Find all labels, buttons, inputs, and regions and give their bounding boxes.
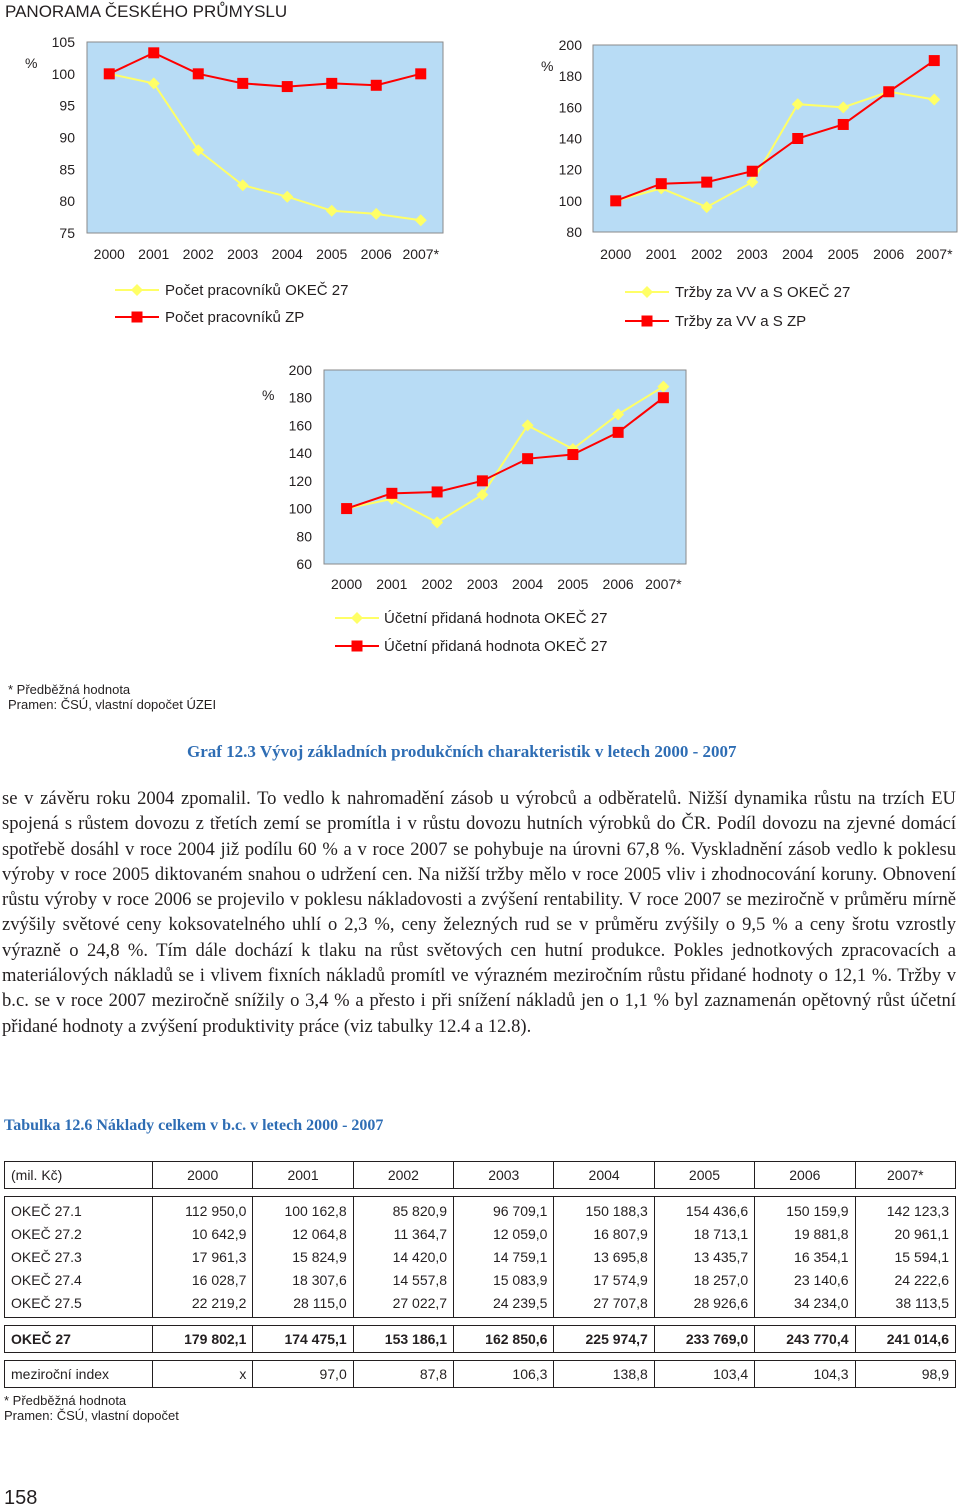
legend-label: Počet pracovníků OKEČ 27 [165,282,349,299]
table-row [5,1245,956,1268]
y-tick-label: 160 [288,417,312,434]
table-spacer [5,1318,956,1326]
data-point [838,119,849,130]
row-label: OKEČ 27.4 [5,1268,153,1291]
legend-marker [132,312,143,323]
table-cell: 153 186,1 [353,1326,453,1353]
x-tick-label: 2002 [182,246,214,262]
legend-marker [641,286,653,298]
row-label: OKEČ 27 [5,1326,153,1353]
table-cell: 24 239,5 [454,1291,554,1318]
table-cell: 17 574,9 [554,1268,654,1291]
table-cell: 174 475,1 [253,1326,353,1353]
y-tick-label: 180 [288,389,312,406]
data-point [415,68,426,79]
table-cell: 106,3 [454,1361,554,1388]
table-cell: 179 802,1 [153,1326,253,1353]
y-tick-label: 85 [59,161,75,178]
table-note [4,1393,179,1423]
chart-revenue [541,37,957,330]
y-tick-label: 200 [558,37,582,53]
x-tick-label: 2004 [271,246,303,262]
plot-area [593,45,957,232]
y-tick-label: 105 [51,34,75,50]
table-cell: 28 926,6 [654,1291,754,1318]
table-cell: 85 820,9 [353,1197,453,1223]
table-cell: 2003 [454,1162,554,1189]
spacer-cell [5,1353,956,1361]
table-cell: 28 115,0 [253,1291,353,1318]
data-point [282,81,293,92]
y-axis-unit: % [262,387,275,403]
x-tick-label: 2005 [557,576,589,592]
table-cell: 11 364,7 [353,1222,453,1245]
table-cell: 2000 [153,1162,253,1189]
table-cell: 27 707,8 [554,1291,654,1318]
data-point [656,178,667,189]
table-cell: 233 769,0 [654,1326,754,1353]
table-cell: 243 770,4 [755,1326,855,1353]
row-label: (mil. Kč) [5,1162,153,1189]
chart-value-added [262,362,686,655]
table-cell: 16 807,9 [554,1222,654,1245]
x-tick-label: 2007* [915,246,953,262]
table-cell: 14 759,1 [454,1245,554,1268]
table-cell: 2006 [755,1162,855,1189]
spacer-cell [5,1318,956,1326]
x-tick-label: 2006 [873,246,905,262]
table-cell: 225 974,7 [554,1326,654,1353]
legend-label: Počet pracovníků ZP [165,309,305,326]
x-tick-label: 2004 [512,576,544,592]
table-cell: 2007* [855,1162,955,1189]
table-cell: 22 219,2 [153,1291,253,1318]
table-cell: 150 159,9 [755,1197,855,1223]
data-point [658,392,669,403]
table-cell: 18 307,6 [253,1268,353,1291]
y-tick-label: 120 [288,472,312,489]
y-tick-label: 80 [59,193,75,210]
table-spacer [5,1353,956,1361]
x-tick-label: 2003 [466,576,498,592]
data-point [613,427,624,438]
table-cell: 98,9 [855,1361,955,1388]
spacer-cell [5,1189,956,1197]
data-point [371,80,382,91]
table-cell: 38 113,5 [855,1291,955,1318]
x-tick-label: 2000 [331,576,363,592]
table-cell: 20 961,1 [855,1222,955,1245]
x-tick-label: 2003 [227,246,259,262]
data-point [341,503,352,514]
y-tick-label: 75 [59,225,75,241]
x-tick-label: 2003 [736,246,768,262]
table-cell: 103,4 [654,1361,754,1388]
y-axis-unit: % [541,58,554,74]
costs-table [4,1161,956,1388]
row-label: meziroční index [5,1361,153,1388]
x-tick-label: 2001 [376,576,408,592]
table-cell: 15 083,9 [454,1268,554,1291]
x-tick-label: 2002 [691,246,723,262]
x-tick-label: 2006 [602,576,634,592]
chart-note [8,682,216,712]
y-axis-unit: % [25,55,38,71]
table-cell: 138,8 [554,1361,654,1388]
x-tick-label: 2001 [138,246,170,262]
table-cell: 12 059,0 [454,1222,554,1245]
data-point [792,133,803,144]
table-cell: 18 713,1 [654,1222,754,1245]
data-point [193,68,204,79]
table-cell: 241 014,6 [855,1326,955,1353]
legend-label: Tržby za VV a S ZP [675,313,807,330]
body-text [2,786,956,1039]
x-tick-label: 2005 [316,246,348,262]
data-point [104,68,115,79]
table-cell: 24 222,6 [855,1268,955,1291]
x-tick-label: 2004 [782,246,814,262]
table-row [5,1222,956,1245]
table-cell: 2001 [253,1162,353,1189]
data-point [522,453,533,464]
table-cell: 162 850,6 [454,1326,554,1353]
data-point [432,486,443,497]
x-tick-label: 2005 [827,246,859,262]
table-cell: 15 824,9 [253,1245,353,1268]
data-point [148,47,159,58]
data-point [567,449,578,460]
legend-marker [642,316,653,327]
table-cell: 142 123,3 [855,1197,955,1223]
data-point [610,195,621,206]
y-tick-label: 120 [558,161,582,178]
table-cell: 104,3 [755,1361,855,1388]
table-total-row [5,1326,956,1353]
table-header-row [5,1162,956,1189]
y-tick-label: 95 [59,97,75,114]
table-spacer [5,1189,956,1197]
table-cell: 16 354,1 [755,1245,855,1268]
table-cell: 154 436,6 [654,1197,754,1223]
table-cell: 14 557,8 [353,1268,453,1291]
legend-marker [351,612,363,624]
table-cell: 16 028,7 [153,1268,253,1291]
legend-marker [352,641,363,652]
table-cell: 34 234,0 [755,1291,855,1318]
x-tick-label: 2007* [402,246,440,262]
chart-employees [25,34,443,326]
data-point [386,488,397,499]
table-cell: 2004 [554,1162,654,1189]
figure-caption: Graf 12.3 Vývoj základních produkčních charakteristik v letech 2000 - 2007 [187,742,737,761]
body-paragraph: se v závěru roku 2004 zpomalil. To vedlo k nahromadění zásob u výrobců a odběratelů. Nižší dynamika růstu na trzích EU spojená s růstem dovozu z třetích zemí se promítla i v růstu dovozu hutních výrobků do ČR. Podíl dovozu na zjevné domácí spotřebě dosáhl v roce 2004 již podílu 60 % a v roce 2007 se pohybuje na úrovni 67,8 %. Vyskladnění zásob vedlo k poklesu výroby v roce 2005 diktovaném snahou o udržení cen. Na nižší tržby mělo v roce 2005 vliv i zhodnocování koruny. Obnovení růstu výroby v roce 2006 se projevilo v poklesu nákladovosti a zvýšení rentability. V roce 2007 se meziročně v průměru mírně zvýšily světové ceny koksovatelného uhlí o 2,3 %, ceny železných rud se v průměru zvýšily o 9,5 % a ceny šrotu vzrostly výrazně o 24,8 %. Tím dále dochází k tlaku na růst světových cen hutní produkce. Pokles jednotkových zpracovacích a materiálových nákladů se i vlivem fixních nákladů promítl ve výrazném meziročním růstu přidané hodnoty o 12,1 %. Tržby v b.c. se v roce 2007 meziročně snížily o 3,4 % a přesto i při snížení nákladů jen o 1,1 % byl zaznamenán opětovný růst účetní přidané hodnoty a zvýšení produktivity práce (viz tabulky 12.4 a 12.8). [2,788,956,1037]
data-point [477,475,488,486]
y-tick-label: 180 [558,68,582,85]
table-cell: 27 022,7 [353,1291,453,1318]
table-cell: 150 188,3 [554,1197,654,1223]
y-tick-label: 90 [59,129,75,146]
legend-label: Účetní přidaná hodnota OKEČ 27 [384,610,608,627]
y-tick-label: 200 [288,362,312,378]
charts-area [0,0,960,680]
y-tick-label: 100 [558,192,582,209]
table-cell: 17 961,3 [153,1245,253,1268]
table-cell: 10 642,9 [153,1222,253,1245]
table-cell: 112 950,0 [153,1197,253,1223]
data-point [326,78,337,89]
data-point [701,177,712,188]
x-tick-label: 2000 [600,246,632,262]
y-tick-label: 80 [296,528,312,545]
plot-area [324,370,686,564]
table-cell: 23 140,6 [755,1268,855,1291]
x-tick-label: 2002 [421,576,453,592]
source-note: Pramen: ČSÚ, vlastní dopočet ÚZEI [8,697,217,712]
page-number: 158 [4,1487,38,1509]
data-point [883,86,894,97]
x-tick-label: 2006 [360,246,392,262]
table-cell: 96 709,1 [454,1197,554,1223]
table-index-row [5,1361,956,1388]
y-tick-label: 80 [566,224,582,240]
preliminary-note: * Předběžná hodnota [8,682,131,697]
table-cell: 18 257,0 [654,1268,754,1291]
table-cell: 100 162,8 [253,1197,353,1223]
x-tick-label: 2001 [645,246,677,262]
data-point [747,166,758,177]
data-point [237,78,248,89]
data-point [929,55,940,66]
table-cell: 97,0 [253,1361,353,1388]
row-label: OKEČ 27.3 [5,1245,153,1268]
table-cell: 13 435,7 [654,1245,754,1268]
table-cell: 14 420,0 [353,1245,453,1268]
table-cell: 12 064,8 [253,1222,353,1245]
row-label: OKEČ 27.1 [5,1197,153,1223]
plot-area [87,42,443,233]
y-tick-label: 140 [558,130,582,147]
table-cell: 19 881,8 [755,1222,855,1245]
x-tick-label: 2000 [93,246,125,262]
preliminary-note: * Předběžná hodnota [4,1393,127,1408]
table-row [5,1291,956,1318]
table-cell: 87,8 [353,1361,453,1388]
table-cell: 13 695,8 [554,1245,654,1268]
table-caption: Tabulka 12.6 Náklady celkem v b.c. v letech 2000 - 2007 [4,1117,384,1134]
row-label: OKEČ 27.2 [5,1222,153,1245]
legend-label: Tržby za VV a S OKEČ 27 [675,284,851,301]
table-cell: 2005 [654,1162,754,1189]
y-tick-label: 100 [51,65,75,82]
table-row [5,1197,956,1223]
y-tick-label: 160 [558,99,582,116]
y-tick-label: 60 [296,556,312,572]
y-tick-label: 140 [288,445,312,462]
table-cell: x [153,1361,253,1388]
legend-marker [131,284,143,296]
table-cell: 15 594,1 [855,1245,955,1268]
table-row [5,1268,956,1291]
x-tick-label: 2007* [645,576,682,592]
legend-label: Účetní přidaná hodnota OKEČ 27 [384,638,608,655]
page-header: PANORAMA ČESKÉHO PRŮMYSLU [5,2,288,21]
row-label: OKEČ 27.5 [5,1291,153,1318]
y-tick-label: 100 [288,500,312,517]
source-note: Pramen: ČSÚ, vlastní dopočet [4,1408,179,1423]
table-cell: 2002 [353,1162,453,1189]
